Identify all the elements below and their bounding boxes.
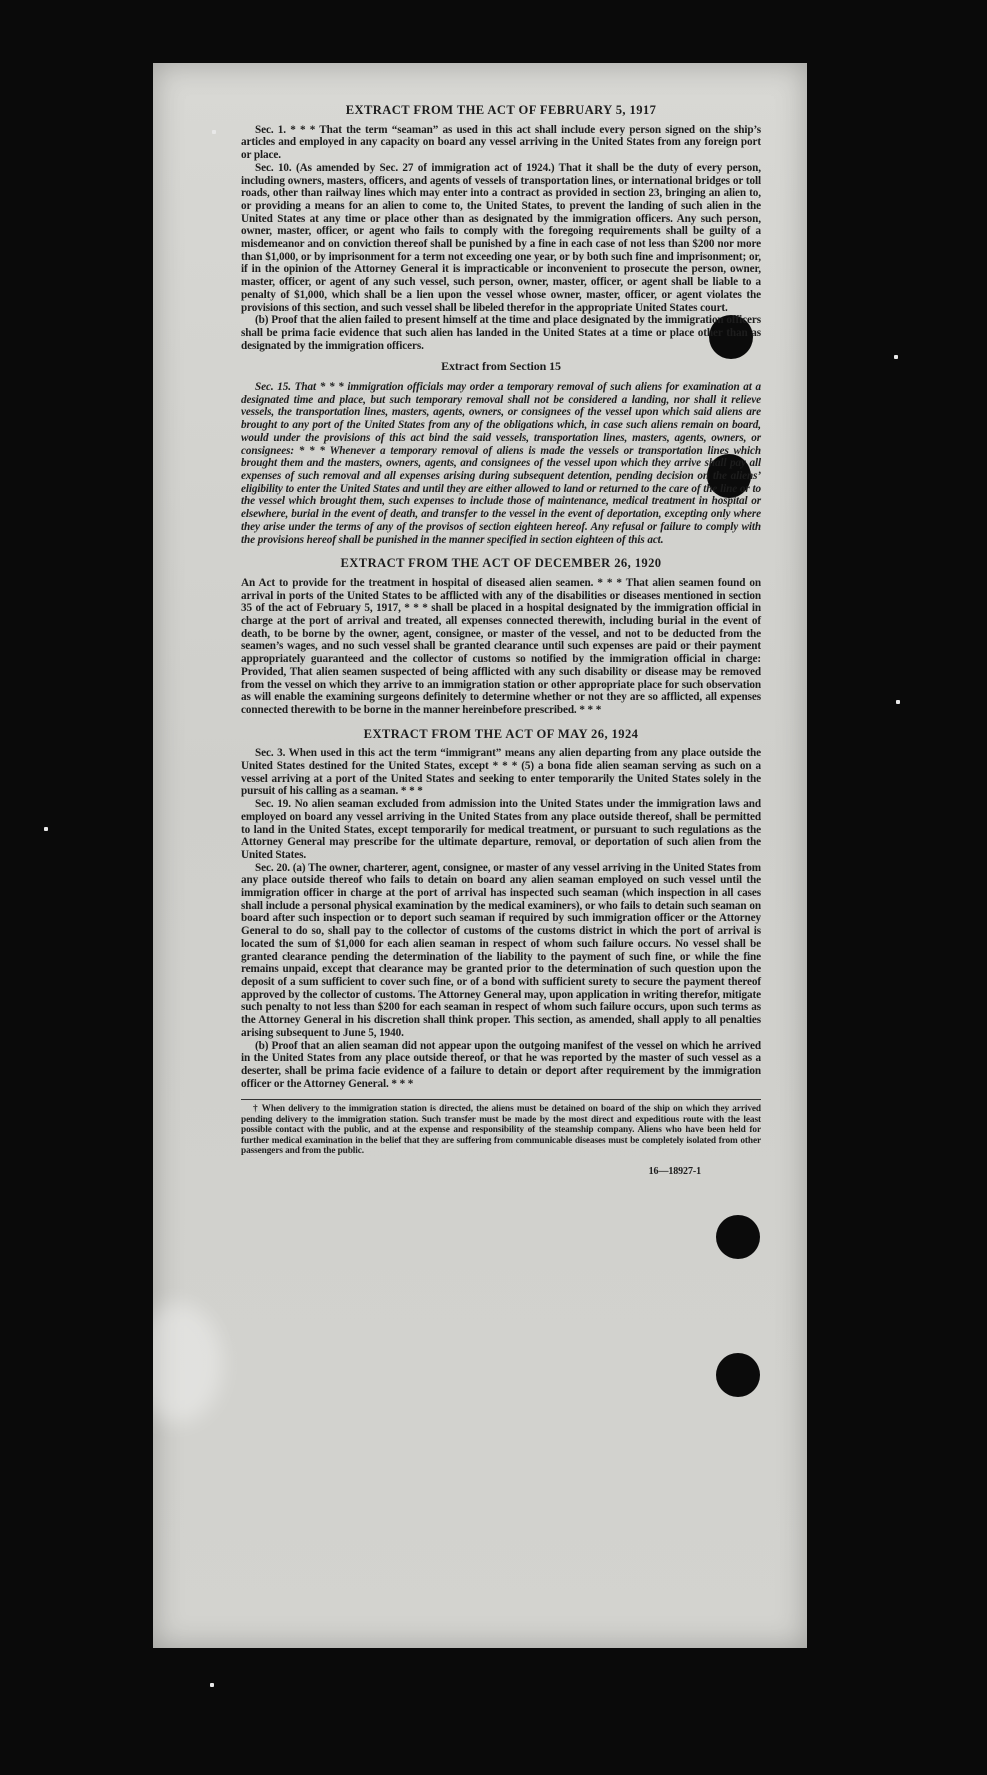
paragraph-sec-1: Sec. 1. * * * That the term “seaman” as used in this act shall include every person signed on the ship’s articles and employed in any capacity on board any vessel arriving in the United States from any foreign port or place. — [241, 123, 761, 162]
dust-speck — [210, 1683, 214, 1687]
document-body — [241, 104, 761, 1179]
light-smudge — [153, 1303, 223, 1423]
dust-speck — [212, 130, 216, 134]
punch-hole-bottom — [716, 1353, 760, 1397]
dust-speck — [44, 827, 48, 831]
paragraph-sec-20a: Sec. 20. (a) The owner, charterer, agent, consignee, or master of any vessel arriving in the United States from any place outside thereof who fails to detain on board any alien seaman employed on such vessel until the immigration officer in charge at the port of arrival has inspected such seaman (which inspection in all cases shall include a personal physical examination by the medical examiners), or who fails to detain such seaman on board after such inspection or to deport such seaman if required by such immigration officer or the Attorney General to do so, shall pay to the collector of customs of the customs district in which the port of arrival is located the sum of $1,000 for each alien seaman in respect of whom such failure occurs. No vessel shall be granted clearance pending the determination of the liability to the payment of such fine, or while the fine remains unpaid, except that clearance may be granted prior to the determination of such question upon the deposit of a sum sufficient to cover such fine, or of a bond with sufficient surety to secure the payment thereof approved by the collector of customs. The Attorney General may, upon application in writing therefor, mitigate such penalty to not less than $200 for each seaman in respect of whom such failure occurs, upon such terms as the Attorney General in his discretion shall think proper. This section, as amended, shall apply to all penalties arising subsequent to June 5, 1940. — [241, 861, 761, 1039]
form-number: 16—18927-1 — [648, 1166, 701, 1178]
punch-hole-lower — [716, 1215, 760, 1259]
footnote-divider — [241, 1099, 761, 1100]
section-heading: EXTRACT FROM THE ACT OF FEBRUARY 5, 1917 — [345, 103, 657, 117]
dust-speck — [896, 700, 900, 704]
section-act-1924 — [241, 728, 761, 1091]
paragraph-act-1920: An Act to provide for the treatment in hospital of diseased alien seamen. * * * That alien seamen found on arrival in ports of the United States to be afflicted with any of the disabilities or diseases mentioned in section 35 of the act of February 5, 1917, * * * shall be placed in a hospital designated by the immigration official in charge at the port of arrival and treated, all expenses connected therewith, including burial in the event of death, to be borne by the owner, agent, consignee, or master of the vessel, and not to be deducted from the seamen’s wages, and no such vessel shall be granted clearance until such expenses are paid or their payment appropriately guaranteed and the collector of customs so notified by the immigration official in charge: Provided, That alien seamen suspected of being afflicted with any such disability or disease may be removed from the vessel on which they arrive to an immigration station or other appropriate place for such observation as will enable the examining surgeons definitely to determine whether or not they are so afflicted, all expenses connected therewith to be borne in the manner hereinbefore prescribed. * * * — [241, 576, 761, 716]
paragraph-sec-20b: (b) Proof that an alien seaman did not appear upon the outgoing manifest of the vessel on which he arrived in the United States from any place outside thereof, or that he was reported by the master of such vessel as a deserter, shall be prima facie evidence of a failure to detain or deport after requirement by the immigration officer or the Attorney General. * * * — [241, 1039, 761, 1090]
paragraph-proof-b: (b) Proof that the alien failed to present himself at the time and place designated by the immigration officers shall be prima facie evidence that such alien has landed in the United States at a time or place other than as designated by the immigration officers. — [241, 314, 761, 352]
paragraph-sec-19: Sec. 19. No alien seaman excluded from admission into the United States under the immigration laws and employed on board any vessel arriving in the United States from any place outside thereof, shall be permitted to land in the United States, except temporarily for medical treatment, or pursuant to such regulations as the Attorney General may prescribe for the ultimate departure, removal, or deportation of such alien from the United States. — [241, 798, 761, 861]
section-extract-15 — [241, 360, 761, 546]
section-act-1917 — [241, 104, 761, 352]
paragraph-sec-3: Sec. 3. When used in this act the term “immigrant” means any alien departing from any place outside the United States destined for the United States, except * * * (5) a bona fide alien seaman serving as such on a vessel arriving at a port of the United States and seeking to enter temporarily the United States solely in the pursuit of his calling as a seaman. * * * — [241, 747, 761, 798]
footnote: † When delivery to the immigration station is directed, the aliens must be detained on board of the ship on which they arrived pending delivery to the immigration station. Such transfer must be made by the most direct and expeditious route with the least possible contact with the public, and at the expense and responsibility of the steamship company. Aliens who have been held for further medical examination in the belief that they are suffering from communicable diseases must be completely isolated from other passengers and from the public. — [241, 1104, 761, 1156]
section-heading: EXTRACT FROM THE ACT OF DECEMBER 26, 1920 — [340, 556, 662, 571]
section-act-1920 — [241, 557, 761, 716]
document-page — [153, 63, 807, 1648]
section-heading: Extract from Section 15 — [441, 359, 561, 374]
section-heading: EXTRACT FROM THE ACT OF MAY 26, 1924 — [363, 726, 639, 741]
paragraph-sec-10: Sec. 10. (As amended by Sec. 27 of immigration act of 1924.) That it shall be the duty of every person, including owners, masters, officers, and agents of vessels of transportation lines, or international bridges or toll roads, other than railway lines which may enter into a contract as provided in section 23, bringing an alien to, or providing a means for an alien to come to, the United States, to prevent the landing of such alien in the United States at any time or place other than as designated by the immigration officers. Any such person, owner, master, officer, or agent who fails to comply with the foregoing requirements shall be guilty of a misdemeanor and on conviction thereof shall be punished by a fine in each case of not less than $200 nor more than $1,000, or by imprisonment for a term not exceeding one year, or by both such fine and imprisonment; or, if in the opinion of the Attorney General it is impracticable or inconvenient to prosecute the person, owner, master, officer, or agent of any such vessel, such person, owner, master, officer, or agent shall be liable to a penalty of $1,000, which shall be a lien upon the vessel whose owner, master, officer, or agent violates the provisions of this section, and such vessel shall be libeled therefor in the appropriate United States court. — [241, 161, 761, 314]
paragraph-sec-15: Sec. 15. That * * * immigration officials may order a temporary removal of such aliens for examination at a designated time and place, but such temporary removal shall not be considered a landing, nor shall it relieve vessels, the transportation lines, masters, agents, owners, or consignees of the vessel upon which said aliens are brought to any port of the United States from any of the obligations which, in case such aliens remain on board, would under the provisions of this act bind the said vessels, transportation lines, masters, agents, owners, or consignees: * * * Whenever a temporary removal of aliens is made the vessels or transportation lines which brought them and the masters, owners, agents, and consignees of the vessel upon which they arrive shall pay all expenses of such removal and all expenses arising during subsequent detention, pending decision on the aliens’ eligibility to enter the United States and until they are either allowed to land or returned to the care of the line or to the vessel which brought them, such expenses to include those of maintenance, medical treatment in hospital or elsewhere, burial in the event of death, and transfer to the vessel in the event of deportation, excepting only where they arise under the terms of any of the provisos of section eighteen hereof. Any refusal or failure to comply with the provisions hereof shall be punished in the manner specified in section eighteen of this act. — [241, 381, 761, 546]
dust-speck — [894, 355, 898, 359]
